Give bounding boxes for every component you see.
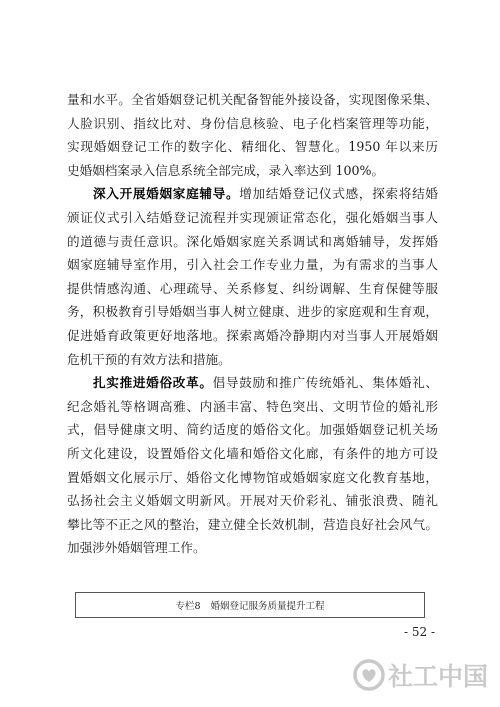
- text-run: 增加结婚登记仪式感，探索将结婚: [239, 186, 439, 202]
- text-line: 加强涉外婚姻管理工作。: [67, 540, 206, 556]
- text-line: 史婚姻档案录入信息系统全部完成，录入率达到 100%。: [67, 162, 385, 178]
- text-line: 促进婚育政策更好地落地。探索离婚冷静期内对当事人开展婚姻: [67, 327, 438, 343]
- paragraph-lead-line: [67, 182, 438, 206]
- column-title: 婚姻登记服务质量提升工程: [210, 601, 325, 612]
- text-line: 提供情感沟通、心理疏导、关系修复、纠纷调解、生育保健等服: [67, 280, 438, 296]
- column-label: 专栏8: [175, 601, 201, 612]
- text-line: 攀比等不正之风的整治，建立健全长效机制，营造良好社会风气。: [67, 516, 438, 532]
- text-line: 所文化建设，设置婚俗文化墙和婚俗文化廊，有条件的地方可设: [67, 445, 438, 461]
- page-number: - 52 -: [404, 625, 436, 639]
- text-line: 的道德与责任意识。深化婚姻家庭关系调试和离婚辅导，发挥婚: [67, 233, 438, 249]
- text-line: 人脸识别、指纹比对、身份信息核验、电子化档案管理等功能，: [67, 115, 438, 131]
- text-run: 倡导鼓励和推广传统婚礼、集体婚礼、: [212, 375, 439, 391]
- text-line: 置婚姻文化展示厅、婚俗文化博物馆或婚姻家庭文化教育基地，: [67, 469, 438, 485]
- text-line: 务，积极教育引导婚姻当事人树立健康、进步的家庭观和生育观，: [67, 304, 438, 320]
- column-box: [75, 592, 425, 618]
- text-line: 量和水平。全省婚姻登记机关配备智能外接设备，实现图像采集、: [67, 92, 438, 107]
- section-heading: 深入开展婚姻家庭辅导。: [93, 186, 240, 202]
- paragraph-lead-line: [67, 371, 438, 395]
- text-line: 颁证仪式引入结婚登记流程并实现颁证常态化，强化婚姻当事人: [67, 209, 438, 225]
- text-line: 姻家庭辅导室作用，引入社会工作专业力量，为有需求的当事人: [67, 257, 438, 273]
- text-line: 式，倡导健康文明、简约适度的婚俗文化。加强婚姻登记机关场: [67, 422, 438, 438]
- document-body: [67, 88, 438, 560]
- text-line: 纪念婚礼等格调高雅、内涵丰富、特色突出、文明节俭的婚礼形: [67, 398, 438, 414]
- heart-circle-icon: [352, 658, 386, 692]
- watermark-text: 社工中国: [388, 662, 489, 691]
- text-line: 危机干预的有效方法和措施。: [67, 351, 231, 367]
- watermark-logo: [352, 655, 488, 695]
- text-line: 弘扬社会主义婚姻文明新风。开展对天价彩礼、铺张浪费、随礼: [67, 493, 438, 509]
- text-line: 实现婚姻登记工作的数字化、精细化、智慧化。1950 年以来历: [67, 139, 438, 155]
- section-heading: 扎实推进婚俗改革。: [93, 375, 213, 391]
